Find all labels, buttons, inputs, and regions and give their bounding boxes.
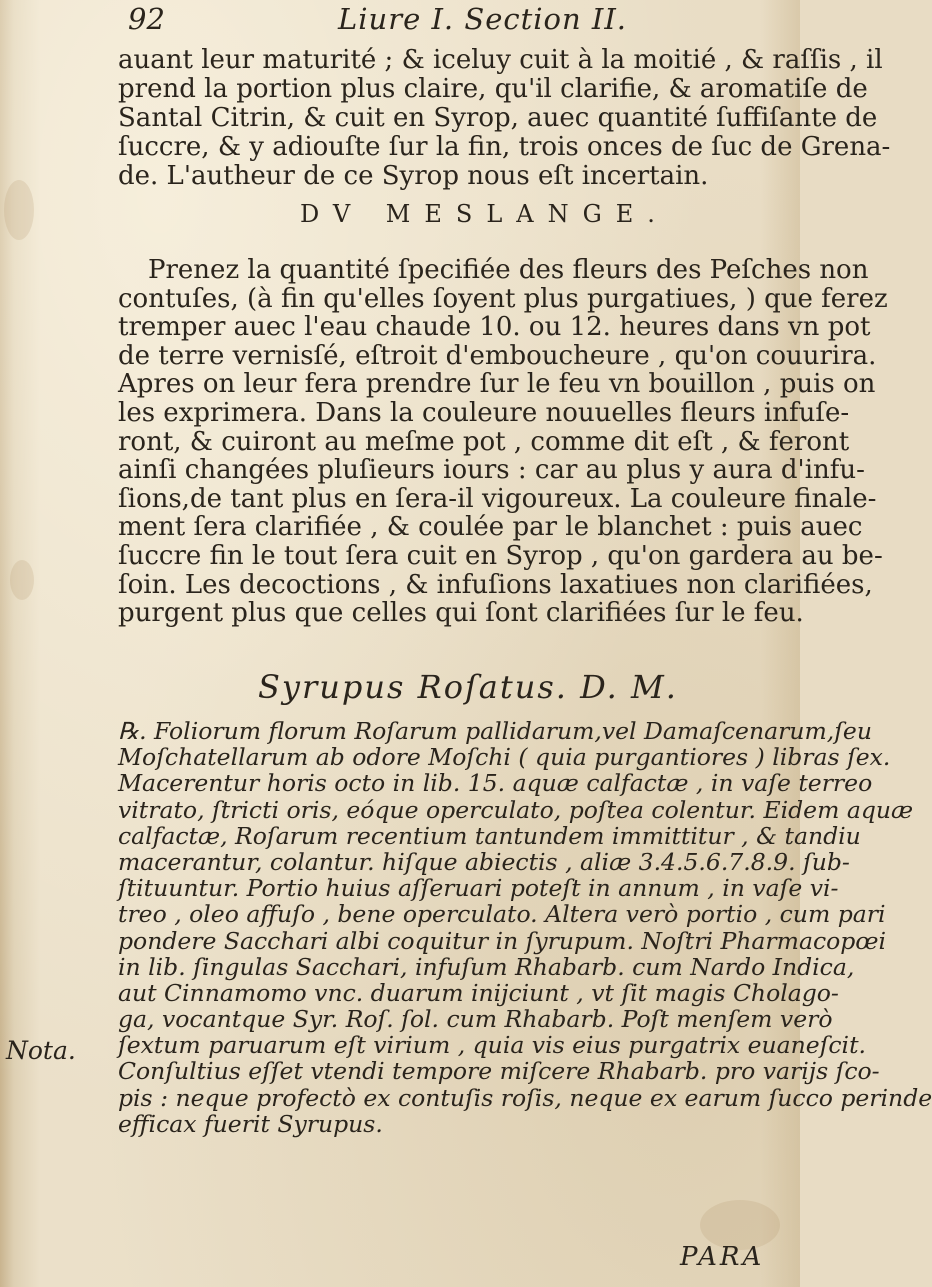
text-line: vitrato, ſtricti oris, eóque operculato, poſtea colentur. Eidem aquæ [118,795,914,824]
text-line: efficax fuerit Syrupus. [118,1109,383,1138]
text-line: Apres on leur fera prendre ſur le feu vn bouillon , puis on [118,369,876,400]
text-line: Santal Citrin, & cuit en Syrop, auec quantité ſuffiſante de [118,103,878,133]
text-line: ſions,de tant plus en ſera-il vigoureux. La couleure finale- [118,483,877,514]
text-line: les exprimera. Dans la couleure nouuelles fleurs infuſe- [118,397,850,428]
text-line: de terre vernisſé, eſtroit d'emboucheure , qu'on couurira. [118,340,877,371]
text-line: in lib. ſingulas Sacchari, infuſum Rhabarb. cum Nardo Indica, [118,952,855,981]
text-line: pis : neque profectò ex contuſis roſis, neque ex earum ſucco perinde [118,1083,932,1112]
text-line: ainſi changées pluſieurs iours : car au plus y aura d'infu- [118,455,865,486]
text-line: tremper auec l'eau chaude 10. ou 12. heures dans vn pot [118,312,871,343]
latin-paragraph [118,717,932,1138]
paper-stain [10,560,34,600]
text-line: ℞. Foliorum florum Roſarum pallidarum,vel Damaſcenarum,ſeu [118,717,872,745]
running-head-title: Liure I. Section II. [338,2,628,36]
text-line: aut Cinnamomo vnc. duarum inijciunt , vt ſit magis Cholago- [118,978,839,1007]
text-line: pondere Sacchari albi coquitur in ſyrupum. Noſtri Pharmacopœi [118,926,887,955]
text-line: ga, vocantque Syr. Roſ. ſol. cum Rhabarb. Poſt menſem verò [118,1005,833,1034]
text-line: prend la portion plus claire, qu'il clarifie, & aromatiſe de [118,74,868,104]
running-head [128,2,768,40]
text-line: ſtituuntur. Portio huius aſſeruari poteſt in annum , in vaſe vi- [118,874,839,903]
text-line: calfactæ, Roſarum recentium tantundem immittitur , & tandiu [118,821,861,850]
page-number: 92 [128,2,165,36]
text-line: contuſes, (à fin qu'elles ſoyent plus purgatiues, ) que ferez [118,283,888,314]
text-line: auant leur maturité ; & iceluy cuit à la moitié , & raſſis , il [118,45,883,75]
catchword: PARA [680,1242,765,1272]
text-line: Prenez la quantité ſpecifiée des fleurs des Peſches non [148,255,869,285]
opening-paragraph [118,45,891,191]
text-line: ſextum paruarum eſt virium , quia vis eius purgatrix euaneſcit. [118,1031,866,1060]
text-line: de. L'autheur de ce Syrop nous eſt incertain. [118,161,709,191]
text-line: ſoin. Les decoctions , & infuſions laxatiues non clarifiées, [118,569,873,600]
margin-note: Nota. [6,1036,76,1065]
text-line: macerantur, colantur. hiſque abiectis , aliæ 3.4.5.6.7.8.9. ſub- [118,847,850,876]
text-line: ſuccre, & y adiouſte ſur la fin, trois onces de ſuc de Grena- [118,132,891,162]
text-line: treo , oleo affuſo , bene operculato. Altera verò portio , cum pari [118,900,886,929]
latin-recipe-heading: Syrupus Roſatus. D. M. [258,668,678,706]
text-line: ment ſera clarifiée , & coulée par le blanchet : puis auec [118,512,863,543]
text-line: Macerentur horis octo in lib. 15. aquæ calfactæ , in vaſe terreo [118,769,873,798]
text-line: Moſchatellarum ab odore Moſchi ( quia purgantiores ) libras ſex. [118,743,891,772]
main-paragraph [118,255,888,629]
text-line: purgent plus que celles qui ſont clarifiées ſur le feu. [118,598,804,629]
paper-stain [4,180,34,240]
section-heading: DV MESLANGE. [300,200,669,228]
text-line: ront, & cuiront au meſme pot , comme dit eſt , & feront [118,426,850,457]
text-line: Conſultius eſſet vtendi tempore miſcere Rhabarb. pro varijs ſco- [118,1057,880,1086]
text-line: ſuccre fin le tout ſera cuit en Syrop , qu'on gardera au be- [118,540,883,571]
